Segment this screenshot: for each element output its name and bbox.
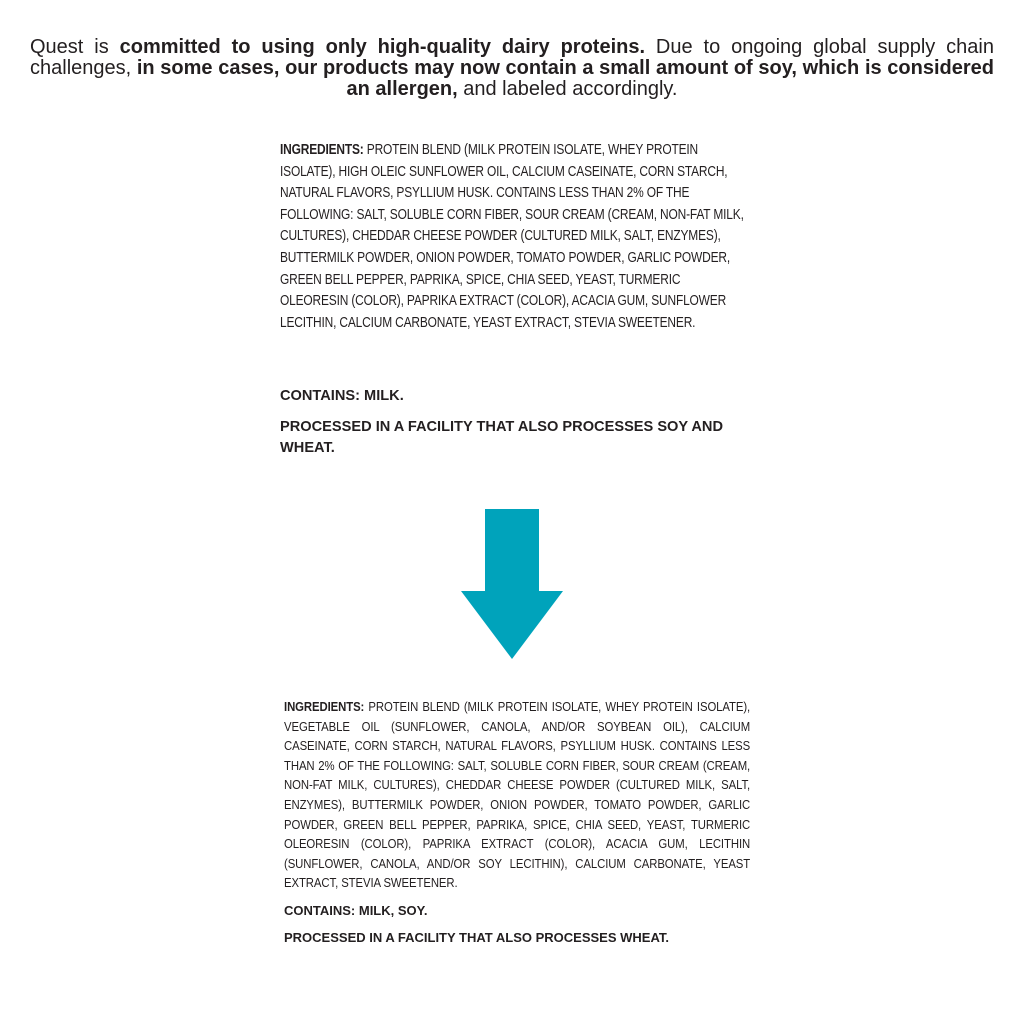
new-ingredients-label xyxy=(284,697,751,945)
arrow-down-icon xyxy=(461,509,563,659)
new-ingredients-list: PROTEIN BLEND (MILK PROTEIN ISOLATE, WHEY PROTEIN ISOLATE), VEGETABLE OIL (SUNFLOWER, CANOLA, AND/OR SOYBEAN OIL), CALCIUM CASEINATE, CORN STARCH, NATURAL FLAVORS, PSYLLIUM HUSK. CONTAINS LESS THAN 2% OF THE FOLLOWING: SALT, SOLUBLE CORN FIBER, SOUR CREAM (CREAM, NON-FAT MILK, CULTURES), CHEDDAR CHEESE POWDER (CULTURED MILK, SALT, ENZYMES), BUTTERMILK POWDER, ONION POWDER, TOMATO POWDER, GARLIC POWDER, GREEN BELL PEPPER, PAPRIKA, SPICE, CHIA SEED, YEAST, TURMERIC OLEORESIN (COLOR), PAPRIKA EXTRACT (COLOR), ACACIA GUM, LECITHIN (SUNFLOWER, CANOLA, AND/OR SOY LECITHIN), CALCIUM CARBONATE, YEAST EXTRACT, STEVIA SWEETENER. xyxy=(284,699,751,891)
new-ingredients-text xyxy=(284,697,750,893)
supply-chain-notice xyxy=(30,37,994,100)
notice-bold-2: in some cases, our products may now contain a small amount of soy, which is considered an allergen, xyxy=(136,57,994,100)
new-facility-statement: PROCESSED IN A FACILITY THAT ALSO PROCESSES WHEAT. xyxy=(284,930,669,945)
old-ingredients-heading: INGREDIENTS: xyxy=(280,142,364,158)
notice-bold-1: committed to using only high-quality dairy proteins. xyxy=(119,36,646,58)
new-ingredients-heading: INGREDIENTS: xyxy=(284,699,365,714)
notice-text-2: Due to ongoing global supply chain challenges, xyxy=(30,36,994,79)
new-contains-statement: CONTAINS: MILK, SOY. xyxy=(284,903,428,918)
notice-text-1: Quest is xyxy=(30,36,120,58)
old-ingredients-text xyxy=(280,140,750,334)
notice-text-3: and labeled accordingly. xyxy=(457,78,678,100)
old-contains-statement: CONTAINS: MILK. xyxy=(280,388,404,404)
old-facility-statement: PROCESSED IN A FACILITY THAT ALSO PROCESSES SOY AND WHEAT. xyxy=(280,419,724,456)
old-ingredients-label xyxy=(280,140,750,456)
arrow-down-shape xyxy=(461,509,563,659)
old-ingredients-list: PROTEIN BLEND (MILK PROTEIN ISOLATE, WHEY PROTEIN ISOLATE), HIGH OLEIC SUNFLOWER OIL, CALCIUM CASEINATE, CORN STARCH, NATURAL FLAVORS, PSYLLIUM HUSK. CONTAINS LESS THAN 2% OF THE FOLLOWING: SALT, SOLUBLE CORN FIBER, SOUR CREAM (CREAM, NON-FAT MILK, CULTURES), CHEDDAR CHEESE POWDER (CULTURED MILK, SALT, ENZYMES), BUTTERMILK POWDER, ONION POWDER, TOMATO POWDER, GARLIC POWDER, GREEN BELL PEPPER, PAPRIKA, SPICE, CHIA SEED, YEAST, TURMERIC OLEORESIN (COLOR), PAPRIKA EXTRACT (COLOR), ACACIA GUM, SUNFLOWER LECITHIN, CALCIUM CARBONATE, YEAST EXTRACT, STEVIA SWEETENER. xyxy=(280,142,744,331)
